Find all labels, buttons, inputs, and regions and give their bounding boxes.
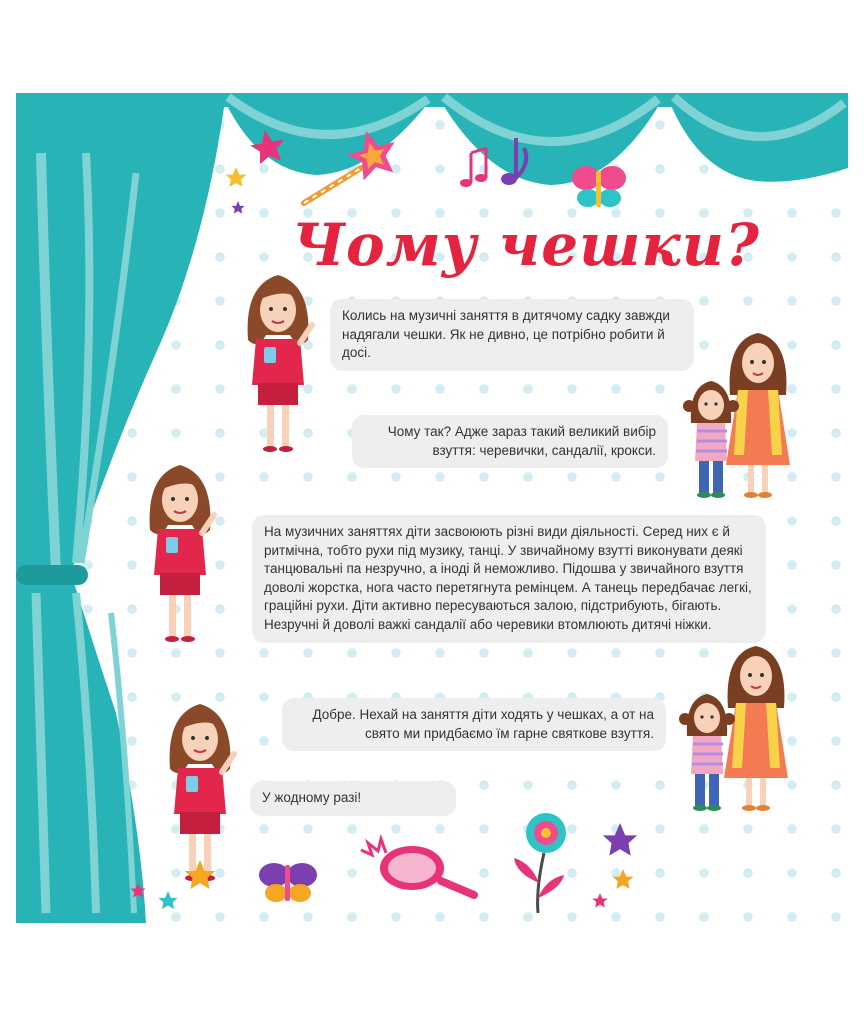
teacher-figure [248, 275, 312, 452]
star-icon [613, 869, 634, 889]
flower-icon [514, 813, 566, 913]
speech-bubble-teacher-2: На музичних заняттях діти засвоюють різні види діяльності. Серед них є й ритмічна, тобто рухи під музику, танці. У звичайному взутті виконувати деякі танцювальні па незручно, а іноді й неможливо. Підошва у звичайного взуття доволі жорстка, нога часто перетягнута ремінцем. А танець передбачає легкі, грацiйні рухи. Діти активно пересуваються залою, підстрибують, бігають. Незручні й доволі важкі сандалії або черевики втомлюють дитячі ніжки. [252, 515, 766, 643]
page-title: Чому чешки? [292, 211, 760, 279]
speech-bubble-parent-1: Чому так? Адже зараз такий великий вибір взуття: черевички, сандалії, крокси. [352, 415, 668, 468]
butterfly-icon [259, 863, 317, 902]
mom-figure [726, 333, 790, 498]
star-icon [159, 891, 178, 909]
speech-bubble-teacher-3: У жодному разі! [250, 781, 456, 816]
speech-bubble-parent-2: Добре. Нехай на заняття діти ходять у чешках, а от на свято ми придбаємо їм гарне святкове взуття. [282, 698, 666, 751]
speech-bubble-teacher-1: Колись на музичні заняття в дитячому садку завжди надягали чешки. Як не дивно, це потрібно робити й досі. [330, 299, 694, 371]
mom-figure [724, 646, 788, 811]
star-icon [231, 201, 244, 214]
child-figure [679, 694, 735, 811]
teacher-figure [150, 465, 214, 642]
star-icon [603, 823, 637, 856]
butterfly-icon [572, 166, 626, 207]
star-icon [226, 167, 247, 187]
hand-mirror-icon [361, 839, 474, 895]
illustrated-panel [16, 93, 848, 923]
star-icon [592, 893, 607, 907]
teacher-figure [170, 704, 234, 881]
